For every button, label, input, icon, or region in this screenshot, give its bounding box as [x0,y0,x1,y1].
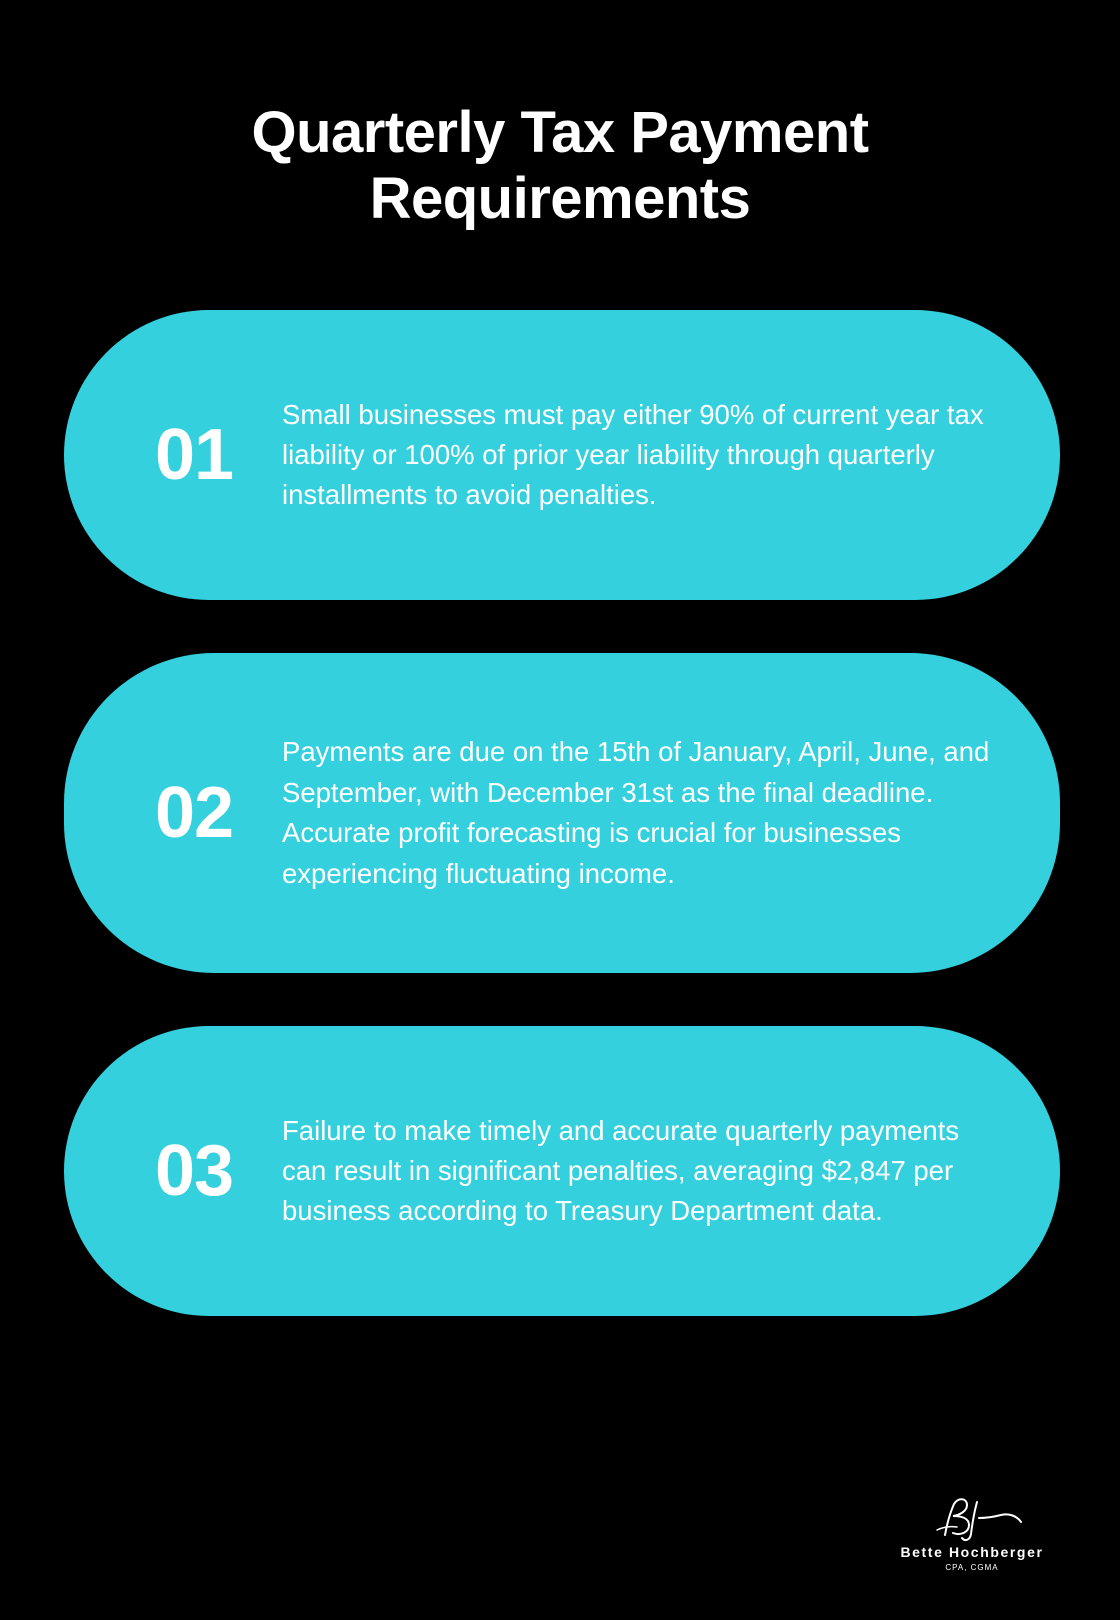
list-item [64,310,1060,600]
card-text: Failure to make timely and accurate quarterly payments can result in significant penalties, averaging $2,847 per business according to Treasury Department data. [282,1114,960,1227]
card-text: Payments are due on the 15th of January, April, June, and September, with December 31st as the final deadline. Accurate profit forecasting is crucial for businesses experiencing fluctuating income. [282,736,990,889]
list-item [64,653,1060,973]
card-number: 02 [154,773,234,854]
list-item [64,1026,1060,1316]
brand-credentials: CPA, CGMA [945,1563,999,1572]
brand-logo [882,1496,1062,1572]
card-number: 03 [154,1131,234,1212]
card-number: 01 [154,415,234,496]
card-list [0,310,1120,1316]
brand-name: Bette Hochberger [900,1544,1044,1560]
card-text: Small businesses must pay either 90% of current year tax liability or 100% of prior year liability through quarterly installments to avoid penalties. [282,398,984,511]
page-title: Quarterly Tax Payment Requirements [251,100,869,232]
monogram-icon [917,1496,1027,1542]
